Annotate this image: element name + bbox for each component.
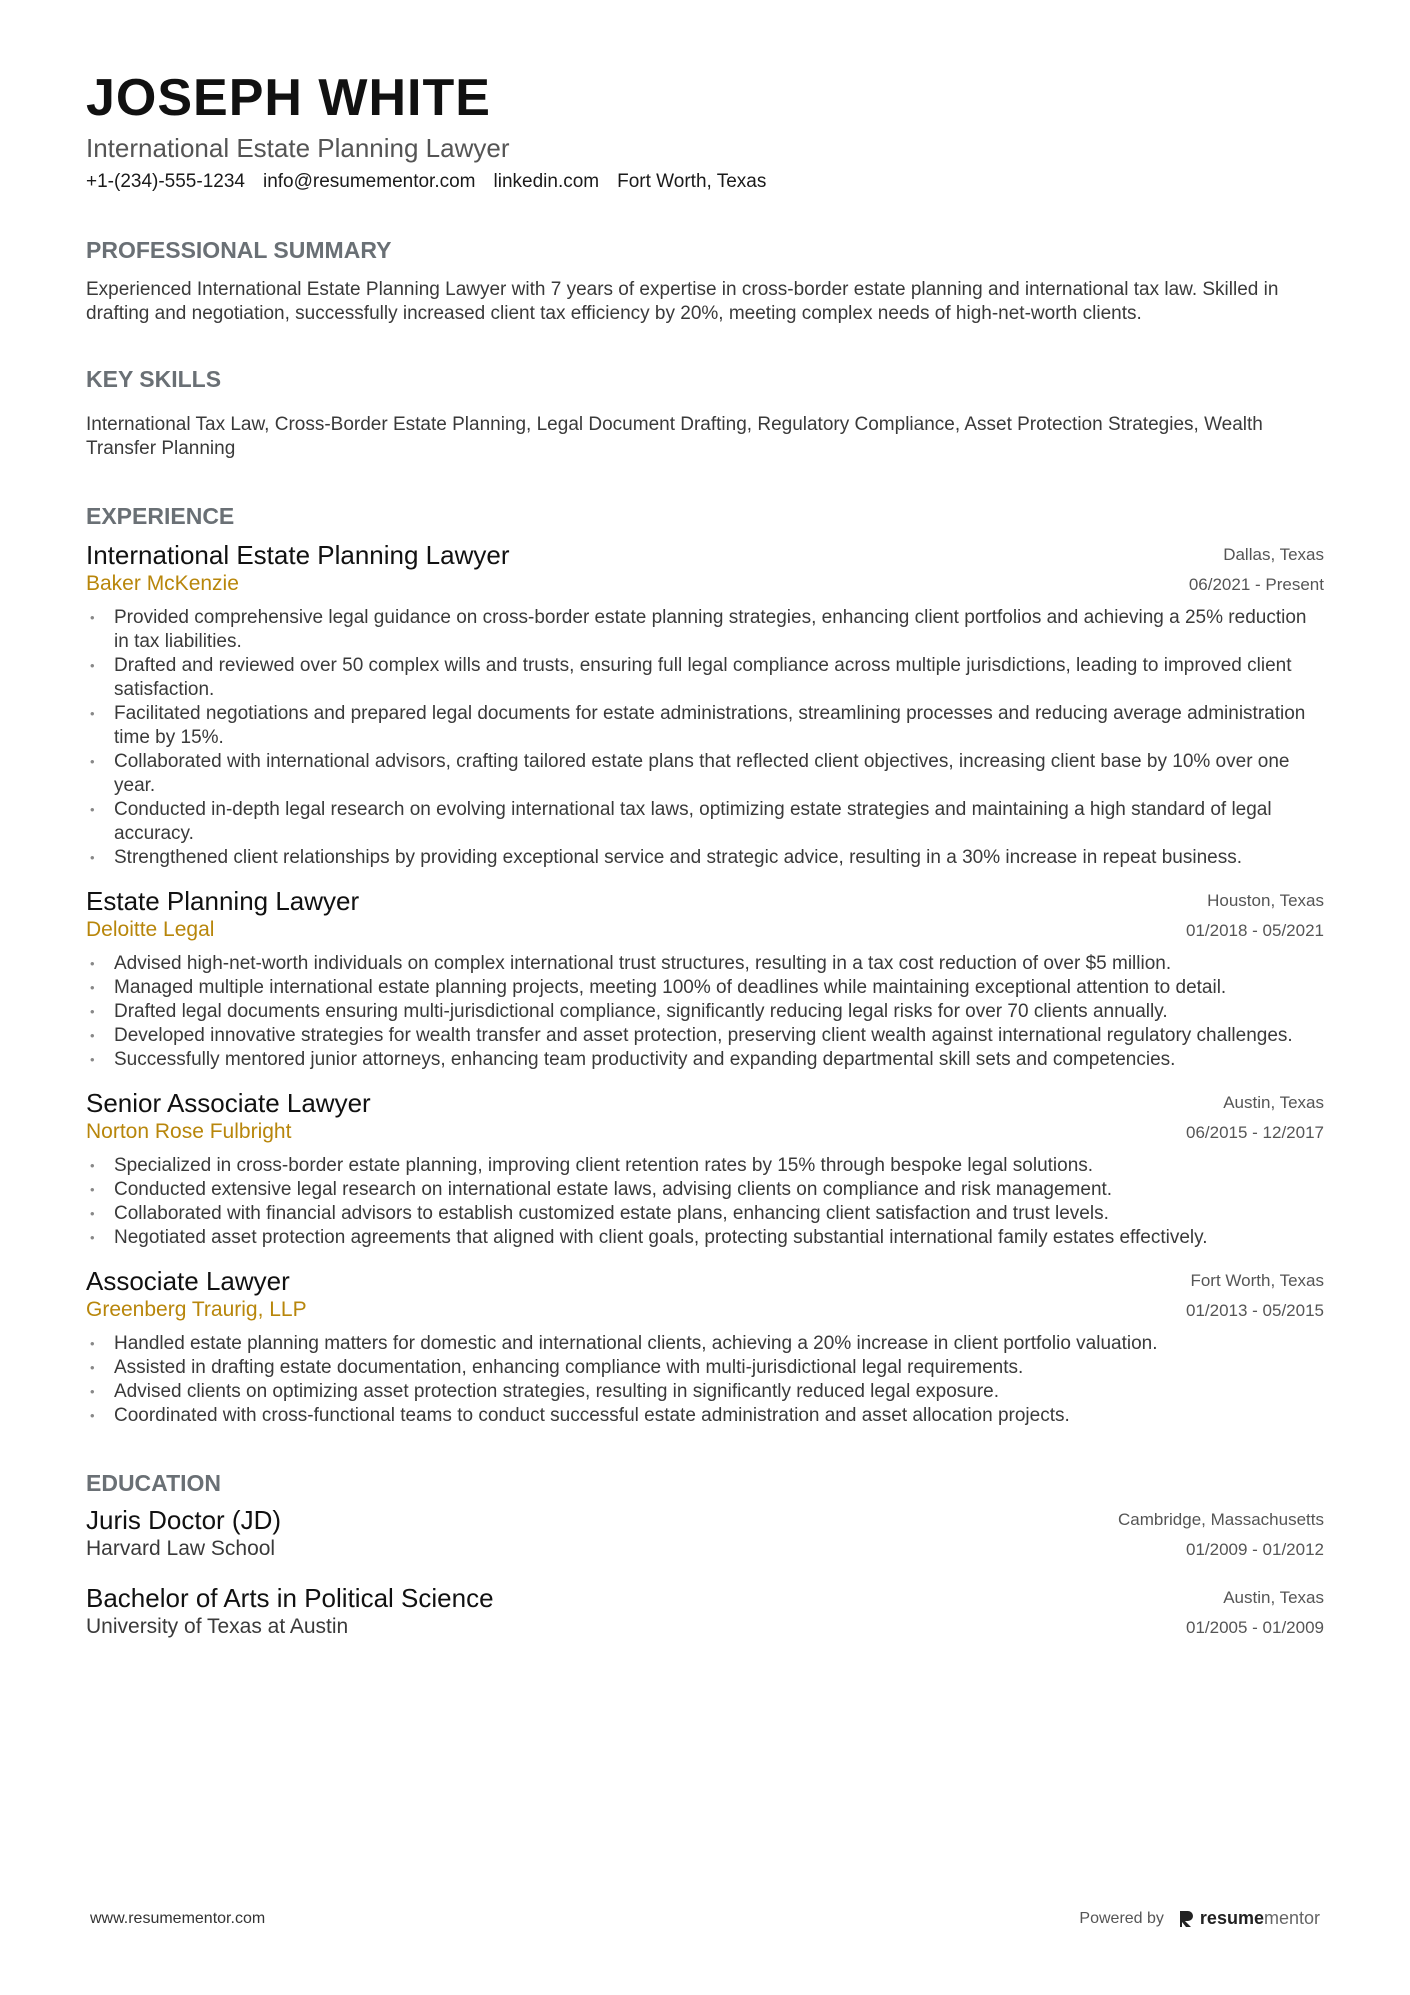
job-entry: [86, 1266, 1324, 1428]
skills-section: [86, 366, 1324, 461]
job-title: Senior Associate Lawyer: [86, 1087, 371, 1118]
education-school: University of Texas at Austin: [86, 1614, 349, 1638]
job-title: Associate Lawyer: [86, 1265, 290, 1296]
education-dates: 01/2009 - 01/2012: [1185, 1539, 1324, 1559]
education-degree: Juris Doctor (JD): [86, 1504, 282, 1535]
job-bullet: • Managed multiple international estate planning projects, meeting 100% of deadlines while maintaining exceptional attention to detail.: [86, 976, 1324, 1000]
job-bullet: • Advised high-net-worth individuals on complex international trust structures, resulting in a tax cost reduction of over $5 million.: [86, 952, 1324, 976]
education-location: Austin, Texas: [1223, 1587, 1324, 1607]
brand-logo[interactable]: [1178, 1908, 1320, 1929]
job-bullets: [86, 952, 1324, 1072]
contact-phone: +1-(234)-555-1234: [86, 170, 245, 192]
job-bullet: • Drafted legal documents ensuring multi-jurisdictional compliance, significantly reducing legal risks for over 70 clients annually.: [86, 1000, 1324, 1024]
job-bullet: • Specialized in cross-border estate planning, improving client retention rates by 15% through bespoke legal solutions.: [86, 1154, 1324, 1178]
job-bullets: [86, 1154, 1324, 1250]
summary-heading: PROFESSIONAL SUMMARY: [86, 236, 392, 263]
contact-email[interactable]: info@resumementor.com: [262, 170, 476, 192]
education-location: Cambridge, Massachusetts: [1118, 1509, 1324, 1529]
job-bullet: • Handled estate planning matters for domestic and international clients, achieving a 20% increase in client portfolio valuation.: [86, 1332, 1324, 1356]
job-dates: 06/2015 - 12/2017: [1185, 1122, 1324, 1142]
job-bullet: • Advised clients on optimizing asset protection strategies, resulting in significantly reduced legal exposure.: [86, 1380, 1324, 1404]
job-bullet: • Negotiated asset protection agreements that aligned with client goals, protecting substantial international family estates effectively.: [86, 1226, 1324, 1250]
education-section: [86, 1470, 1324, 1643]
education-entry: [86, 1505, 1324, 1565]
job-company: Norton Rose Fulbright: [86, 1119, 292, 1143]
education-entry: [86, 1583, 1324, 1643]
job-bullet: • Conducted extensive legal research on international estate laws, advising clients on compliance and risk management.: [86, 1178, 1324, 1202]
education-dates: 01/2005 - 01/2009: [1185, 1617, 1324, 1637]
job-company: Baker McKenzie: [86, 571, 239, 595]
brand-name-light: mentor: [1263, 1908, 1320, 1928]
job-dates: 01/2013 - 05/2015: [1185, 1300, 1324, 1320]
job-entry: [86, 886, 1324, 1072]
experience-section: [86, 503, 1324, 1428]
contact-location: Fort Worth, Texas: [617, 170, 767, 192]
contact-linkedin[interactable]: linkedin.com: [493, 170, 600, 192]
experience-heading: EXPERIENCE: [86, 502, 235, 529]
job-bullet: • Conducted in-depth legal research on evolving international tax laws, optimizing estate strategies and maintaining a high standard of legal accuracy.: [86, 798, 1324, 846]
job-bullet: • Collaborated with financial advisors to establish customized estate plans, enhancing client satisfaction and trust levels.: [86, 1202, 1324, 1226]
candidate-name: JOSEPH WHITE: [86, 69, 491, 127]
job-bullet: • Strengthened client relationships by providing exceptional service and strategic advice, resulting in a 30% increase in repeat business.: [86, 846, 1324, 870]
job-bullet: • Drafted and reviewed over 50 complex wills and trusts, ensuring full legal compliance across multiple jurisdictions, leading to improved client satisfaction.: [86, 654, 1324, 702]
job-bullet: • Facilitated negotiations and prepared legal documents for estate administrations, streamlining processes and reducing average administration time by 15%.: [86, 702, 1324, 750]
job-bullet: • Provided comprehensive legal guidance on cross-border estate planning strategies, enhancing client portfolios and achieving a 25% reduction in tax liabilities.: [86, 606, 1324, 654]
job-location: Fort Worth, Texas: [1190, 1270, 1324, 1290]
job-bullet: • Developed innovative strategies for wealth transfer and asset protection, preserving client wealth against international regulatory challenges.: [86, 1024, 1324, 1048]
job-entry: [86, 540, 1324, 870]
candidate-headline: International Estate Planning Lawyer: [86, 133, 510, 163]
job-title: International Estate Planning Lawyer: [86, 539, 510, 570]
job-location: Austin, Texas: [1223, 1092, 1324, 1112]
page-footer: [90, 1908, 1320, 1929]
job-location: Houston, Texas: [1207, 890, 1324, 910]
contact-line: [86, 171, 1324, 193]
job-bullet: • Coordinated with cross-functional teams to conduct successful estate administration and asset allocation projects.: [86, 1404, 1324, 1428]
job-location: Dallas, Texas: [1223, 544, 1324, 564]
resumementor-logo-icon: [1178, 1910, 1194, 1928]
education-heading: EDUCATION: [86, 1469, 222, 1496]
job-bullet: • Assisted in drafting estate documentation, enhancing compliance with multi-jurisdictional legal requirements.: [86, 1356, 1324, 1380]
powered-by-label: Powered by: [1079, 1909, 1164, 1927]
skills-heading: KEY SKILLS: [86, 365, 222, 392]
job-title: Estate Planning Lawyer: [86, 885, 360, 916]
job-bullets: [86, 1332, 1324, 1428]
job-bullet: • Successfully mentored junior attorneys, enhancing team productivity and expanding departmental skill sets and competencies.: [86, 1048, 1324, 1072]
brand-name-bold: resume: [1199, 1908, 1264, 1928]
job-bullets: [86, 606, 1324, 870]
footer-url[interactable]: www.resumementor.com: [90, 1909, 266, 1927]
summary-text: Experienced International Estate Planning Lawyer with 7 years of expertise in cross-border estate planning and international tax law. Skilled in drafting and negotiation, successfully increased client tax efficiency by 20%, meeting complex needs of high-net-worth clients.: [86, 278, 1279, 324]
job-entry: [86, 1088, 1324, 1250]
education-school: Harvard Law School: [86, 1536, 276, 1560]
education-degree: Bachelor of Arts in Political Science: [86, 1582, 494, 1613]
resume-header: [86, 69, 1324, 193]
job-bullet: • Collaborated with international advisors, crafting tailored estate plans that reflected client objectives, increasing client base by 10% over one year.: [86, 750, 1324, 798]
summary-section: [86, 237, 1324, 326]
job-dates: 06/2021 - Present: [1188, 574, 1324, 594]
powered-by: [1079, 1908, 1320, 1929]
skills-text: International Tax Law, Cross-Border Estate Planning, Legal Document Drafting, Regulatory Compliance, Asset Protection Strategies, Wealth Transfer Planning: [86, 413, 1263, 459]
job-company: Deloitte Legal: [86, 917, 215, 941]
job-company: Greenberg Traurig, LLP: [86, 1297, 307, 1321]
job-dates: 01/2018 - 05/2021: [1185, 920, 1324, 940]
